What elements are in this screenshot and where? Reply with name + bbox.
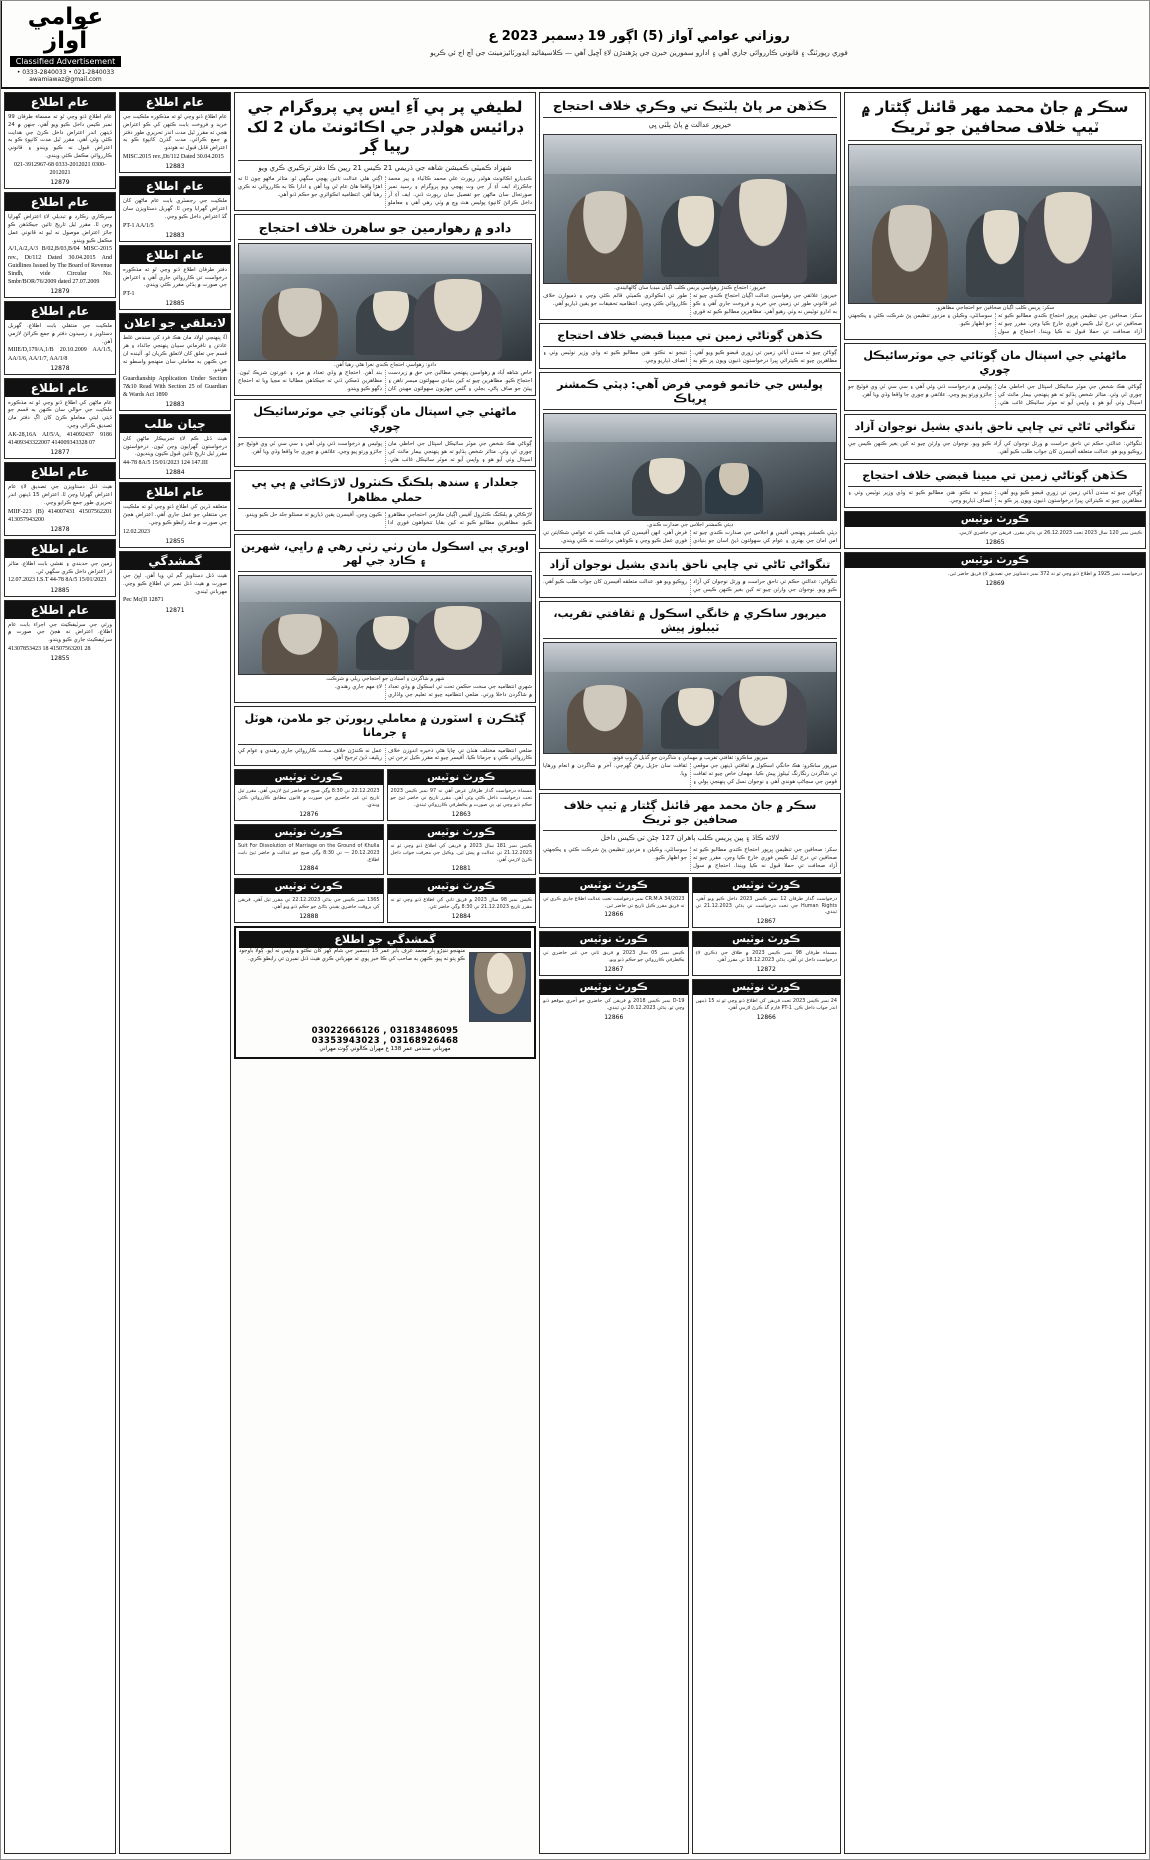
notice-heading: ڪورٽ نوٽيس [388,770,536,785]
notice-ref: 12867 [756,918,776,926]
notice-heading: ڪورٽ نوٽيس [540,980,688,995]
article-photo [848,144,1142,304]
notice-heading: ڪورٽ نوٽيس [540,878,688,893]
missing-person-photo [469,952,531,1022]
ad-block [119,313,231,410]
court-notice [692,877,842,929]
ad-body: ورثي جي سرٽيفڪيٽ جي اجراء بابت عام اطلاع. اعتراض نه هجڻ جي صورت ۾ سرٽيفڪيٽ جاري ڪيو ويندو. [8,621,112,644]
ad-legal-reference: Pec Mc(II 12871 [123,597,164,604]
notice-row [539,979,841,1854]
ad-heading: عام اطلاع [5,302,115,320]
article-headline: ڳڻڪرن ۽ اسٽورن ۾ معاملي رپورٽن جو ملامن، هوٽل ۽ جرمانا [238,709,532,745]
court-notice [387,878,537,923]
court-notice [539,979,689,1854]
ad-block [4,92,116,189]
ad-block [4,462,116,536]
ad-block [4,378,116,460]
ad-ref: 12855 [50,655,70,663]
article-photo [543,413,837,521]
photo-caption: ميرپور ساڪرو: ثقافتي تقريب ۾ مهمانن ۽ شاگردن جو گڏيل گروپ فوٽو. [612,755,768,762]
article-body: ضلعي انتظاميه مختلف هنڌن تي ڇاپا هڻي ذخيره اندوزن خلاف ڪارروائي ڪئي ۽ جرمانا ڪيا. آفيسر چيو ته مقرر ڪيل نرخن تي عمل نه ڪندڙن خلاف سخت ڪارروائي جاري رهندي ۽ عوام کي ريليف ڏيڻ ترجيح آهي. [238,747,532,762]
article-headline: لطيفي پر ٻي آءِ ايس پي پروگرام جي ڊرائيس هولڊر جي اڪائونٽ مان 2 لک رپيا ڳر [238,95,532,161]
notice-body: 24 نمبر ڪيس 2023 تحت فريقن کي اطلاع ڏنو وڃي ٿو ته 15 ڏينهن اندر جواب داخل ڪن. PT-1 فارم گڏ ڪرڻ لازمي آهي. [695,997,838,1011]
notice-ref: 12884 [299,865,319,873]
ad-ref: 12855 [165,537,185,545]
article-subhead: خيرپور عدالت ۾ پاڻ ٻلٽي ڀي [648,121,732,130]
notice-row [234,824,536,876]
notice-ref: 12872 [756,965,776,973]
article [539,372,841,549]
ad-heading: ڄيان طلب [120,415,230,433]
ad-legal-reference: A/1,A/2,A/3 B/02,B/03,B/04 MISC-2015 rev., Dt/112 Dated 30.04.2015 And Guidlines Issued by The Board of Revenue Sindh, vide Circular No. Smbr/BOR/76/2009 dated 27.07.2009 [8,246,112,285]
ad-heading: گمشدگي [120,552,230,570]
ad-body: ملڪيت جي رجسٽري بابت عام ماڻهن کان اعتراض گهرايا وڃن ٿا. گهربل دستاويزن سان گڏ اعتراض داخل ڪيو وڃي. [123,198,227,220]
editorial-column-3 [844,92,1146,1854]
article-headline: تنگواڻي ٿاڻي تي چاپي ناحق ٻاندي بشيل نوجوان آزاد [848,417,1142,438]
photo-caption: خيرپور: احتجاج ڪندڙ رهواسي پريس ڪلب اڳيان ميڊيا سان ڳالهائيندي. [614,285,766,292]
notice-heading: ڪورٽ نوٽيس [235,770,383,785]
article [844,92,1146,340]
notice-row [539,931,841,976]
ad-body: دفتر طرفان اطلاع ڏنو وڃي ٿو ته مذڪوره درخواست تي ڪارروائي جاري آهي ۽ اعتراض جي صورت ۾ ٻڌڻي مقرر ڪئي ويندي. [123,266,227,289]
ad-body: ملڪيت جي منتقلي بابت اطلاع. گهربل دستاويز ۽ رسيدون دفتر ۾ جمع ڪرائڻ لازمي آهن. [8,322,112,345]
notice-ref: 12884 [451,913,471,921]
article-headline: ميرپور ساڪري ۾ خانگي اسڪول ۾ ثقافتي تقريب، ٽيبلوز پيش [543,604,837,640]
notice-ref: 12876 [299,810,319,818]
article-body: لاڙڪاڻي ۾ ٻلڪنگ ڪنٽرول آفيس اڳيان ملازمن احتجاجي مظاهرو ڪيو. مظاهرين مطالبو ڪيو ته کين بقايا تنخواهون فوري ادا ڪيون وڃن. آفيسرن يقين ڏياريو ته مسئلو جلد حل ڪيو ويندو. [244,512,532,526]
photo-caption: سکر: پريس ڪلب اڳيان صحافين جو احتجاجي مظاهرو. [935,305,1055,311]
article-body: ڳوٺاڻن چيو ته سندن آبائي زمين تي زوري قبضو ڪيو ويو آهي. مظاهرين چيو ته ڪيترائي ڀيرا درخواستون ڏنيون ويون پر ڪو به نتيجو نه نڪتو. هنن مطالبو ڪيو ته وڏي وزير نوٽيس وٺي ۽ انصاف ڏياريو وڃي. [543,349,837,364]
masthead [1,1,1149,89]
ad-body: سرڪاري رڪارڊ ۾ تبديلي لاءِ اعتراض گهرايا وڃن ٿا. مقرر ٿيل تاريخ تائين جيڪڏهن ڪو جائز اعتراض موصول نه ٿيو ته قانوني عمل مڪمل ڪيو ويندو. [8,214,112,244]
article [234,534,536,703]
article-body: ڳوٺاڻي هڪ شخص جي موٽر سائيڪل اسپتال جي احاطي مان چوري ٿي وئي. متاثر شخص ٻڌايو ته هو پنهنجي بيمار مائٽ کي اسپتال وٺي آيو هو ۽ واپس آيو ته موٽر سائيڪل غائب هئي. پوليس ۾ درخواست ڏني وئي آهي ۽ سي سي ٽي وي فوٽيج جو جائزو ورتو پيو وڃي. علائقي ۾ چوري جا واقعا وڌي ويا آهن. [238,440,532,463]
court-notice [234,824,384,876]
notice-row [234,769,536,821]
ad-body: آءٌ پنهنجي اولاد مان هڪ فرد کي سندس غلط عادتن ۽ نافرماني سببان پنهنجي جائداد ۽ هر قسم جي تعلق کان لاتعلق ڪريان ٿو. آئينده ان جي ڪنهن به معاملي سان منهنجو واسطو نه هوندو. [123,335,227,373]
notice-heading: ڪورٽ نوٽيس [845,512,1145,527]
ad-heading: عام اطلاع [120,177,230,195]
notice-heading: ڪورٽ نوٽيس [540,932,688,947]
article-headline: سڪر ۾ جاڻ محمد مهر ڦائنل ڳڻتار ۾ ٽيڀ خلاف صحافين جو ٽريڪ [543,796,837,832]
ad-legal-reference: 12.07.2023 I.S.T 44-78 8A/5 15/01/2023 [8,577,107,584]
ad-legal-reference: 41307853423 18 41507563201 28 [8,646,91,653]
ad-legal-reference: AK-28,16A AJ/5/A, 414092437 9186 41409343322007 414009343328 07 [8,431,112,447]
ad-ref: 12885 [50,586,70,594]
notice-ref: 12888 [299,913,319,921]
ad-block [119,92,231,173]
ad-ref: 12885 [165,300,185,308]
court-notice [844,552,1146,1854]
article-headline: سڪر ۾ جاڻ محمد مهر ڦائنل ڳڻتار ۾ ٽيڀ خلاف صحافين جو ٽريڪ [848,95,1142,141]
ads-column-second [119,92,231,1854]
editorial-column-1 [234,92,536,1854]
photo-caption: شهر ۾ شاگردن ۽ استادن جو احتجاجي ريلي ۾ شرڪت. [325,676,445,683]
page-body [1,89,1149,1857]
notice-heading: ڪورٽ نوٽيس [235,825,383,840]
notice-ref: 12865 [985,539,1005,547]
ad-legal-reference: 44-78 8A/5 15/01/2023 124 147.III [123,460,208,467]
article [844,343,1146,411]
notice-body: ڪيس نمبر 120 سال 2023 تحت 26.12.2023 تي ٻڌڻي مقرر. فريقن جي حاضري لازمي. [958,530,1142,537]
ad-block [119,551,231,1854]
ad-ref: 12883 [165,231,185,239]
ad-body: هيٺ ڏنل ڪم لاءِ تجربيڪار ماڻهن کان درخواستون گهرايون وڃن ٿيون. درخواستون مقرر ٿيل تاريخ تائين قبول ڪيون وينديون. [123,435,227,458]
court-notice [234,769,384,821]
article-headline: ماڻهئي جي اسپتال مان ڳوٽائي جي موٽرسائيڪل چوري [848,346,1142,382]
article-body: ڪنڊيارو اڪائونٽ هولڊر رپورٽ علي محمد ڪاٽياء ۽ پير محمد جاڪرزاد ايف آءِ آر جي وت پهچي ويو پروگرام ۽ رسيد نمبر صورتحال سان ماڻهن جو تفصيل سان رپورٽ ڏني. ايف آءِ آر داخل ڪرائڻ کانپوءِ پوليس هٿ وچ ۾ وٺي رهي آهي ۽ معاملو اڳتي هلي عدالت تائين پهچي سگهي ٿو. متاثر ماڻهو چون ٿا ته اهڙا واقعا هاڻ عام ٿي ويا آهن ۽ ادارا ڪا به ڪارروائي نه ڪري رهيا آهن. انتظاميه انڪوائري جو حڪم ڏنو آهي. [238,176,532,206]
article-photo [543,642,837,754]
court-notice [539,931,689,976]
logo-subtitle: Classified Advertisement [10,56,122,67]
ad-heading: عام اطلاع [120,246,230,264]
notice-heading: ڪورٽ نوٽيس [693,980,841,995]
masthead-strip-text: فوري رپورٽنگ ۽ قانوني ڪارروائي جاري آهي ۽ ادارو سمورين خبرن جي پڙهندڙن لاءِ آڇيل آهي — ڪلاسيفائيڊ ايڊورٽائيزمينٽ جي آڇ اڄ ئي ڪريو [430,49,848,58]
ad-legal-reference: MISC.2015 rev.,Dt/112 Dated 30.04.2015 [123,154,224,161]
notice-heading: ڪورٽ نوٽيس [388,879,536,894]
logo-title: عوامي آواز [27,3,104,54]
ad-block [119,245,231,311]
notice-heading: ڪورٽ نوٽيس [845,553,1145,568]
ad-legal-reference: MIIF-223 (B) 414007431 41507562201 413057943200 [8,508,112,523]
article-headline: ڪڏهن مر پاڻ ٻلٽيڪ تي وڪري خلاف احتجاج [543,95,837,118]
notice-body: ڪيس نمبر 98 سال 2023 ۾ فريق ثاني کي اطلاع ڏنو وڃي ٿو ته مقرر تاريخ 21.12.2023 تي 8:30 وڳي حاضر ٿئي. [390,897,532,911]
photo-caption: دادو: رهواسي احتجاج ڪندي نعرا هڻي رهيا آهن. [333,361,437,368]
ad-ref: 12884 [165,469,185,477]
article [234,470,536,530]
ad-phone: 021-3912967-68 0333-2012021 0300-2012021 [14,161,106,177]
notice-ref: 12869 [985,580,1005,588]
article-photo [238,575,532,675]
article [539,793,841,874]
article-subhead: شھزاد ڪميٽي ڪميشن شاهه جي ڏريمي 21 ڪيس 21 رپين ڪا دفتر ترڪيري ڪري ويو [258,163,512,172]
ad-legal-reference: PT-1 [123,291,135,298]
notice-ref: 12866 [756,1013,776,1021]
ad-heading: عام اطلاع [5,93,115,111]
article-body: ڳوٺاڻي هڪ شخص جي موٽر سائيڪل اسپتال جي احاطي مان چوري ٿي وئي. متاثر شخص ٻڌايو ته هو پنهنجي بيمار مائٽ کي اسپتال وٺي آيو هو ۽ واپس آيو ته موٽر سائيڪل غائب هئي. پوليس ۾ درخواست ڏني وئي آهي ۽ سي سي ٽي وي فوٽيج جو جائزو ورتو پيو وڃي. علائقي ۾ چوري جا واقعا وڌي ويا آهن. [848,384,1142,406]
ad-heading: عام اطلاع [5,601,115,619]
notice-body: D-19 نمبر ڪيس 2018 ۾ فريقن کي حاضري جو آخري موقعو ڏنو وڃي ٿو. ٻڌڻي 20.12.2023 تي ٿيندي. [543,997,685,1011]
ad-block [4,301,116,375]
article-headline: جعلدار ۽ سندھ ٻلڪنگ ڪنٽرول لاڙڪاڻي ۾ ڀي ڀي حملي مظاهرا [238,473,532,509]
notice-row [234,878,536,923]
article [234,399,536,467]
article [234,92,536,211]
ad-ref: 12879 [50,287,70,295]
ad-block [119,176,231,242]
article-body: سکر: صحافين جي تنظيمن ڀرپور احتجاج ڪندي مطالبو ڪيو ته صحافين تي درج ٿيل ڪيس فوري خارج ڪيا وڃن. مقرر چيو ته آزاد صحافت تي حملا قبول نه ڪيا ويندا. احتجاج ۾ سول سوسائٽي، وڪيلن ۽ مزدور تنظيمن پڻ شرڪت ڪئي ۽ يڪجهتي جو اظهار ڪيو. [543,847,837,869]
article-body: ڊپٽي ڪمشنر پنهنجي آفيس ۾ اجلاس جي صدارت ڪندي چيو ته امن امان جي بهتري ۽ عوام کي سهولتون ڏيڻ اسان جو بنيادي فرض آهي. انهن آفيسرن کي هدايت ڪئي ته عوامي شڪايتن تي فوري عمل ڪيو وڃي ۽ ڪوتاهي برداشت نه ڪئي ويندي. [543,530,837,544]
notice-body: 1365 نمبر ڪيس جي ٻڌڻي 22.12.2023 تي مقرر ٿيل آهي. فريقن کي بروقت حاضري يقيني بڻائڻ جو حڪم ڏنو ويو آهي. [238,897,380,911]
ad-ref: 12879 [50,179,70,187]
court-notice [234,878,384,923]
ad-block [119,482,231,548]
notice-body: ڪيس نمبر 181 سال 2023 ۾ فريقن کي اطلاع ڏنو وڃي ٿو ته 21.12.2023 تي عدالت ۾ پيش ٿين. وڪيل جي معرفت جواب داخل ڪرڻ لازمي آهي. [390,842,532,863]
article [539,601,841,790]
article-body: تنگواڻي: عدالتي حڪم تي ناحق حراست ۾ ورتل نوجوان کي آزاد ڪيو ويو. نوجوان جي وارثن چيو ته کين بغير ڪنهن ڪيس جي روڪيو ويو هو. عدالت متعلقه آفيسرن کان جواب طلب ڪيو آهي. [543,579,837,593]
ad-legal-reference: Guardianship Application Under Section 7&10 Read With Section 25 of Guardian & Wards Act 1890 [123,375,227,398]
article-headline: پوليس جي خاتمو قومي فرض آهي: ڊپٽي ڪمشنر ڀرپاڪ [543,375,837,411]
article-headline: تنگواڻي ٿاڻي تي چاپي ناحق ٻاندي بشيل نوجوان آزاد [543,555,837,576]
editorial-area [234,92,1146,1854]
missing-ad-footer: مهرباني سندس عمر 138 ع مهران ڪالوني ڳوٺ مهراني [319,1046,451,1053]
ad-heading: عام اطلاع [5,193,115,211]
ad-legal-reference: PT-1 AA/1/5 [123,222,154,229]
notice-ref: 12863 [451,810,471,818]
ad-body: عام ماڻهن کي اطلاع ڏنو وڃي ٿو ته مذڪوره ملڪيت جي حوالي سان ڪنهن به قسم جو ڏيتي ليتي معاملو ڪرڻ کان اڳ دفتر مان تصديق ڪرائي وڃي. [8,399,112,430]
article [539,323,841,369]
notice-body: 22.12.2023 تي 8:30 وڳي صبح جو حاضر ٿيڻ لازمي آهي. مقرر ٿيل تاريخ تي غير حاضري جي صورت ۾ قانون مطابق ڪارروائي ڪئي ويندي. [238,788,380,808]
article-body: خاص شاهه آباد ۾ رهواسين پنهنجي مطالبن جي حق ۾ زبردست احتجاج ڪيو. مظاهرين چيو ته کين بنيادي سهولتون ميسر ناهن ۽ پيئڻ جو صاف پاڻي، بجلي ۽ گئس جهڙيون سهولتون مهينن کان بند آهن. احتجاج ۾ وڏي تعداد ۾ مرد ۽ عورتون شريڪ ٿيون. مظاهرين ڌمڪي ڏني ته جيڪڏهن مطالبا نه مڃيا ويا ته احتجاج ڊگھو ڪيو ويندو. [238,369,532,392]
page-title: روزاني عوامي آواز (5) اڳور 19 ڊسمبر 2023 ع [488,29,790,45]
article-headline: ڪڏهن ڳوٺاڻي زمين تي ميينا قبضي خلاف احتجاج [848,466,1142,487]
notice-body: مسماة طرفان 98 نمبر ڪيس 2023 ۾ طلاق جي ڊڪري لاءِ درخواست داخل ٿي آهي. ٻڌڻي 18.12.2023 تي مقرر آهي. [695,950,837,964]
ad-ref: 12878 [50,525,70,533]
ad-heading: عام اطلاع [5,463,115,481]
notice-heading: ڪورٽ نوٽيس [693,878,841,893]
missing-ad-phone-2: 03353943023 , 03168926468 [311,1036,459,1047]
article [844,414,1146,460]
notice-heading: ڪورٽ نوٽيس [388,825,536,840]
ad-body: هيٺ ڏنل دستاويز گم ٿي ويا آهن. لڀڻ جي صورت ۾ هيٺ ڏنل نمبر تي اطلاع ڪيو وڃي. مهرباني ٿيندي. [123,572,227,595]
notice-heading: ڪورٽ نوٽيس [693,932,841,947]
article-photo [543,134,837,284]
article-headline: ماڻهئي جي اسپتال مان ڳوٽائي جي موٽرسائيڪل چوري [238,402,532,438]
ad-block [119,414,231,480]
notice-ref: 12866 [604,911,624,919]
article [539,92,841,320]
ad-heading: لاتعلقي جو اعلان [120,314,230,332]
article [539,552,841,598]
ad-ref: 12878 [50,364,70,372]
missing-ad-phone-1: 03022666126 , 03183486095 [311,1026,459,1037]
notice-body: 34/2023 CR.M.A نمبر درخواست تحت عدالت اطلاع جاري ڪري ٿي ته فريق مقرر ڪيل تاريخ تي حاضر ٿين. [543,895,685,909]
ad-ref: 12883 [165,163,185,171]
article-headline: دادو ۾ رهوارمين جو ساهرن خلاف احتجاج [238,217,532,240]
article-body: ڳوٺاڻن چيو ته سندن آبائي زمين تي زوري قبضو ڪيو ويو آهي. مظاهرين چيو ته ڪيترائي ڀيرا درخواستون ڏنيون ويون پر ڪو به نتيجو نه نڪتو. هنن مطالبو ڪيو ته وڏي وزير نوٽيس وٺي ۽ انصاف ڏياريو وڃي. [848,489,1142,504]
ad-legal-reference: 12.02.2023 [123,528,150,535]
masthead-center [129,1,1149,87]
article-body: ميرپور ساڪرو: هڪ خانگي اسڪول ۾ ثقافتي ڏينهن جي موقعي تي شاگردن رنگارنگ ٽيبلوز پيش ڪيا. مهمان خاص چيو ته ثقافت قومن جي سڃاڻپ هوندي آهي ۽ نوجوان نسل کي پنهنجي ٻولي ۽ ثقافت سان جڙيل رهڻ گهرجي. آخر ۾ شاگردن ۾ انعام ورهايا ويا. [543,763,837,785]
court-notice [539,877,689,929]
court-notice [387,824,537,876]
ad-ref: 12871 [165,606,185,614]
missing-ad-heading: گمشدگي جو اطلاع [239,931,531,948]
ad-heading: عام اطلاع [120,483,230,501]
article-photo [238,243,532,361]
court-notice [692,979,842,1854]
notice-body: درخواست نمبر 1925 ۾ اطلاع ڏنو وڃي ٿو ته 372 نمبر دستاويز جي تصديق لاءِ فريق حاضر ٿين. [947,571,1142,578]
ad-block [4,192,116,298]
ad-body: زمين جي حدبندي ۽ نقشي بابت اطلاع. متاثر ڌر اعتراض داخل ڪري سگهي ٿي. [8,560,112,575]
notice-row [539,877,841,929]
article-headline: اويري ٻي اسڪول مان رٺي رٺي رهي ۾ راڀي، شهرين ۽ ڪارڊ جي لهر [238,537,532,573]
missing-person-ad [234,926,536,1059]
article-headline: ڪڏهن ڳوٺاڻي زمين تي ميينا قبضي خلاف احتجاج [543,326,837,347]
notice-body: ڪيس نمبر 05 سال 2023 ۾ فريق ثاني جي غير حاضري تي يڪطرفي ڪارروائي جو حڪم ڏنو ويو. [543,950,685,964]
notice-ref: 12867 [604,965,624,973]
ads-column-right [4,92,116,1854]
ad-legal-reference: MIIE/D,179/A,1/B 20.10.2009 AA/1/5, AA/1/6, AA/1/7, AA/1/8 [8,347,112,362]
missing-ad-body: منهنجو ننڍڙو ٻار محمد عرف بابر عمر 15 ڊسمبر جي شام گهر کان نڪتو ۽ واپس نه آيو. ڳولا باوجود ڪو پتو نه پيو. ڪنهن به صاحب کي ڪا خبر پوي ته مهرباني ڪري هيٺ ڏنل نمبرن تي رابطو ڪري. [239,948,466,962]
court-notice [387,769,537,821]
court-notice [692,931,842,976]
notice-ref: 12866 [604,1013,624,1021]
ad-body: عام اطلاع ڏنو وڃي ٿو ته مسماة طرفان 99 نمبر ڪيس داخل ڪيو ويو آهي، جنهن ۾ 24 ڏينهن اندر اعتراض داخل ڪرڻ جي هدايت ڪئي وئي آهي. مقرر ٿيل مدت کانپوءِ ڪو به اعتراض قبول نه ڪيو ويندو ۽ قانوني ڪارروائي مڪمل ڪئي ويندي. [8,114,112,160]
notice-body: درخواست گذار طرفان 12 نمبر ڪيس 2023 داخل ڪيو ويو آهي. Human Rights جي تحت درخواست تي ٻڌڻي 21.12.2023 تي ٿيندي. [695,895,838,916]
ad-heading: عام اطلاع [5,540,115,558]
ad-block [4,600,116,1854]
article-body: سکر: صحافين جي تنظيمن ڀرپور احتجاج ڪندي مطالبو ڪيو ته صحافين تي درج ٿيل ڪيس فوري خارج ڪيا وڃن. مقرر چيو ته آزاد صحافت تي حملا قبول نه ڪيا ويندا. احتجاج ۾ سول سوسائٽي، وڪيلن ۽ مزدور تنظيمن پڻ شرڪت ڪئي ۽ يڪجهتي جو اظهار ڪيو. [848,313,1142,335]
article-body: خيرپور: علائقي جي رهواسين عدالت اڳيان احتجاج ڪندي چيو ته غير قانوني طور تي زمينن جي خريد و فروخت جاري آهي ۽ ڪو به ادارو نوٽيس نه وٺي رهيو آهي. مظاهرين مطالبو ڪيو ته فوري طور تي انڪوائري ڪميٽي قائم ڪئي وڃي ۽ ذميوارن خلاف ڪارروائي ڪئي وڃي. انتظاميه تحقيقات جو يقين ڏياريو آهي. [543,293,837,315]
ad-heading: عام اطلاع [120,93,230,111]
article-body: تنگواڻي: عدالتي حڪم تي ناحق حراست ۾ ورتل نوجوان کي آزاد ڪيو ويو. نوجوان جي وارثن چيو ته کين بغير ڪنهن ڪيس جي روڪيو ويو هو. عدالت متعلقه آفيسرن کان جواب طلب ڪيو آهي. [848,440,1142,455]
ad-body: هيٺ ڏنل دستاويزن جي تصديق لاءِ عام اعتراض گهرايا وڃن ٿا. اعتراض 15 ڏينهن اندر تحريري طور جمع ڪرايو وڃي. [8,484,112,506]
photo-caption: ڊپٽي ڪمشنر اجلاس جي صدارت ڪندي. [646,522,734,529]
notice-body: مسماة درخواست گذار طرفان عرض آهي ته 97 نمبر ڪيس 2023 تحت درخواست داخل ڪئي وئي آهي. مقرر تاريخ تي حاضر ٿيڻ جو حڪم ڏنو وڃي ٿو، ٻي صورت ۾ يڪطرفي ڪارروائي ٿيندي. [390,788,533,808]
ad-ref: 12883 [165,400,185,408]
ad-heading: عام اطلاع [5,379,115,397]
logo-contact: 021-2840033 • 0333-2840033 • awamiawaz@gmail.com [16,68,115,84]
article [234,706,536,766]
newspaper-logo [1,1,129,87]
article-body: شهري انتظاميه جي سخت حڪمن تحت تي اسڪول ۾ وڏي تعداد ۾ شاگردن داخلا ورتي. ضلعي انتظاميه چيو ته تعليم جي واڌاري لاءِ مهم جاري رهندي. [334,684,532,699]
article-subhead: لالاڻه ڪاڌ ۽ پين پريس ڪلب ٻاهران 127 ڄڻن تي ڪيس داخل [600,834,780,843]
editorial-column-2 [539,92,841,1854]
court-notice [844,511,1146,549]
ad-ref: 12877 [50,449,70,457]
ad-block [4,539,116,597]
article [234,214,536,397]
ad-body: متعلقه ڌرين کي اطلاع ڏنو وڃي ٿو ته ملڪيت جي منتقلي جو عمل جاري آهي. اعتراض هجڻ جي صورت ۾ جلد رابطو ڪيو وڃي. [123,504,227,527]
ad-body: عام اطلاع ڏنو وڃي ٿو ته مذڪوره ملڪيت جي خريد و فروخت بابت ڪنهن کي ڪو اعتراض هجي ته مقرر ٿيل مدت اندر تحريري طور دفتر ۾ جمع ڪرائي. مدت گذرڻ کانپوءِ ڪو به اعتراض قابل قبول نه هوندو. [123,114,227,152]
notice-heading: ڪورٽ نوٽيس [235,879,383,894]
article [844,463,1146,509]
notice-body: Suit For Dissolution of Marriage on the Ground of Khulla — 20.12.2023 تي 8:30 وڳي صبح جو عدالت ۾ حاضر ٿيڻ بابت اطلاع. [238,842,380,863]
notice-ref: 12881 [451,865,471,873]
